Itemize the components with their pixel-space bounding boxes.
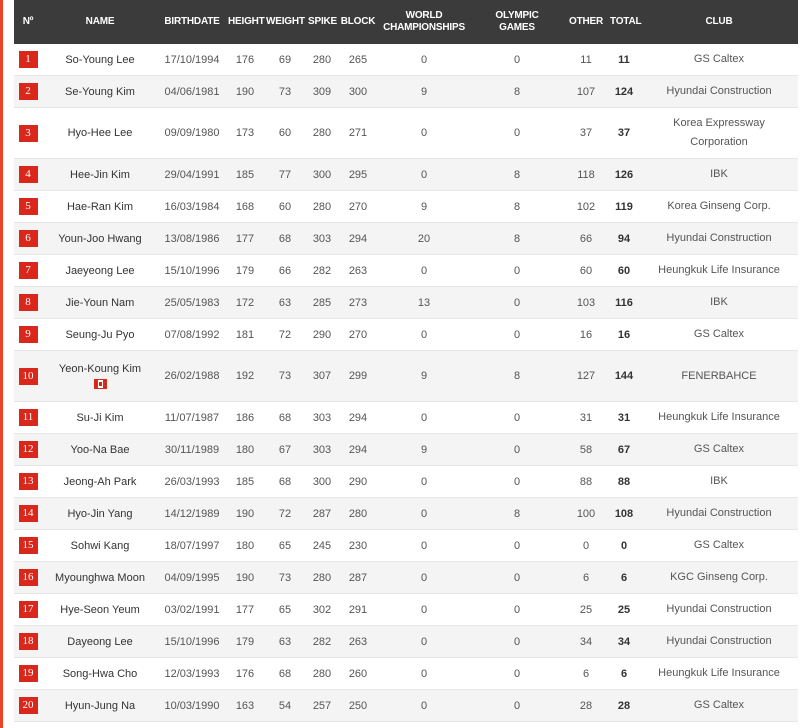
birthdate: 04/09/1995 — [164, 571, 220, 584]
weight: 68 — [278, 475, 292, 488]
world-championships: 0 — [420, 328, 428, 341]
weight: 65 — [278, 603, 292, 616]
world-championships: 0 — [420, 53, 428, 66]
club: Hyundai Construction — [666, 232, 772, 244]
olympic-games: 0 — [513, 699, 521, 712]
weight: 65 — [278, 539, 292, 552]
block: 290 — [348, 475, 368, 488]
header-world-line1: WORLD — [405, 10, 443, 21]
table-row — [14, 402, 798, 434]
spike: 280 — [312, 200, 332, 213]
birthdate: 18/07/1997 — [164, 539, 220, 552]
header-spike[interactable]: SPIKE — [306, 0, 338, 44]
player-name: Hae-Ran Kim — [66, 200, 134, 213]
table-row — [14, 223, 798, 255]
block: 263 — [348, 264, 368, 277]
weight: 69 — [278, 53, 292, 66]
birthdate: 03/02/1991 — [164, 603, 220, 616]
spike: 303 — [312, 443, 332, 456]
weight: 77 — [278, 168, 292, 181]
header-other[interactable]: OTHER — [564, 0, 608, 44]
header-no[interactable]: Nº — [14, 0, 42, 44]
table-row — [14, 498, 798, 530]
birthdate: 10/03/1990 — [164, 699, 220, 712]
birthdate: 07/08/1992 — [164, 328, 220, 341]
birthdate: 29/04/1991 — [164, 168, 220, 181]
row-number-badge: 12 — [19, 441, 38, 458]
height: 179 — [235, 635, 255, 648]
player-name: Jaeyeong Lee — [65, 264, 135, 277]
roster-table — [14, 0, 798, 722]
table-row — [14, 287, 798, 319]
height: 190 — [235, 571, 255, 584]
total: 6 — [620, 667, 628, 680]
player-name: Hye-Seon Yeum — [60, 603, 140, 616]
header-olympic-line2: GAMES — [499, 22, 535, 33]
other: 34 — [579, 635, 593, 648]
header-block[interactable]: BLOCK — [338, 0, 378, 44]
world-championships: 9 — [420, 370, 428, 382]
block: 299 — [348, 370, 368, 382]
height: 185 — [235, 475, 255, 488]
other: 11 — [580, 53, 592, 66]
spike: 280 — [312, 571, 332, 584]
player-name: Youn-Joo Hwang — [58, 232, 142, 245]
row-number-badge: 7 — [19, 262, 38, 279]
block: 287 — [348, 571, 368, 584]
header-club[interactable]: CLUB — [640, 0, 798, 44]
table-row — [14, 626, 798, 658]
player-name: Se-Young Kim — [65, 85, 135, 98]
table-row — [14, 255, 798, 287]
birthdate: 25/05/1983 — [164, 296, 220, 309]
olympic-games: 0 — [513, 264, 521, 277]
row-number-badge: 17 — [19, 601, 38, 618]
row-number-badge: 16 — [19, 569, 38, 586]
height: 168 — [235, 200, 255, 213]
block: 291 — [348, 603, 368, 616]
other: 127 — [576, 370, 596, 382]
row-number-badge: 2 — [19, 83, 38, 100]
weight: 72 — [278, 328, 292, 341]
row-number-badge: 5 — [19, 198, 38, 215]
player-name: Song-Hwa Cho — [62, 667, 138, 680]
weight: 67 — [278, 443, 292, 456]
birthdate: 04/06/1981 — [164, 85, 220, 98]
olympic-games: 8 — [513, 370, 521, 382]
other: 0 — [582, 539, 590, 552]
height: 180 — [235, 539, 255, 552]
table-row — [14, 76, 798, 108]
height: 176 — [235, 53, 255, 66]
player-name: Jeong-Ah Park — [63, 475, 137, 488]
total: 108 — [614, 507, 634, 520]
other: 31 — [579, 411, 593, 424]
total: 124 — [614, 85, 634, 98]
weight: 68 — [278, 232, 292, 245]
world-championships: 9 — [420, 200, 428, 213]
table-row — [14, 191, 798, 223]
player-name: Jie-Youn Nam — [65, 296, 135, 309]
spike: 290 — [312, 328, 332, 341]
spike: 282 — [312, 264, 332, 277]
block: 260 — [348, 667, 368, 680]
other: 100 — [576, 507, 596, 520]
world-championships: 0 — [420, 699, 428, 712]
block: 294 — [348, 411, 368, 424]
table-row — [14, 108, 798, 159]
world-championships: 0 — [420, 571, 428, 584]
height: 190 — [235, 85, 255, 98]
row-number-badge: 4 — [19, 166, 38, 183]
spike: 280 — [312, 127, 332, 139]
total: 88 — [617, 475, 631, 488]
block: 230 — [348, 539, 368, 552]
table-row — [14, 690, 798, 722]
total: 34 — [617, 635, 631, 648]
weight: 73 — [278, 370, 292, 382]
weight: 60 — [278, 200, 292, 213]
world-championships: 0 — [420, 635, 428, 648]
spike: 287 — [312, 507, 332, 520]
height: 181 — [235, 328, 255, 341]
table-row — [14, 434, 798, 466]
total: 31 — [617, 411, 631, 424]
row-number-badge: 19 — [19, 665, 38, 682]
other: 6 — [582, 667, 590, 680]
weight: 68 — [278, 667, 292, 680]
club: GS Caltex — [693, 539, 745, 551]
other: 58 — [579, 443, 593, 456]
olympic-games: 0 — [513, 571, 521, 584]
table-row — [14, 319, 798, 351]
header-weight[interactable]: WEIGHT — [264, 0, 306, 44]
world-championships: 0 — [420, 264, 428, 277]
row-number-badge: 13 — [19, 473, 38, 490]
total: 16 — [617, 328, 631, 341]
height: 180 — [235, 443, 255, 456]
club: Hyundai Construction — [666, 635, 772, 647]
other: 25 — [579, 603, 593, 616]
height: 190 — [235, 507, 255, 520]
table-row — [14, 466, 798, 498]
spike: 285 — [312, 296, 332, 309]
player-name-cell — [44, 363, 156, 389]
player-name: Hyun-Jung Na — [64, 699, 136, 712]
birthdate: 17/10/1994 — [164, 53, 220, 66]
birthdate: 13/08/1986 — [164, 232, 220, 245]
player-name: Seung-Ju Pyo — [65, 328, 135, 341]
height: 192 — [235, 370, 255, 382]
block: 270 — [348, 200, 368, 213]
birthdate: 16/03/1984 — [164, 200, 220, 213]
height: 186 — [235, 411, 255, 424]
world-championships: 20 — [417, 232, 431, 245]
player-name: So-Young Lee — [65, 53, 135, 66]
height: 185 — [235, 168, 255, 181]
row-number-badge: 6 — [19, 230, 38, 247]
row-number-badge: 1 — [19, 51, 38, 68]
total: 6 — [620, 571, 628, 584]
spike: 307 — [312, 370, 332, 382]
row-number-badge: 8 — [19, 294, 38, 311]
other: 88 — [579, 475, 593, 488]
other: 28 — [579, 699, 593, 712]
spike: 280 — [312, 53, 332, 66]
world-championships: 0 — [420, 411, 428, 424]
olympic-games: 0 — [513, 635, 521, 648]
other: 66 — [579, 232, 593, 245]
club-line2: Corporation — [690, 136, 748, 148]
spike: 282 — [312, 635, 332, 648]
other: 6 — [582, 571, 590, 584]
height: 177 — [235, 232, 255, 245]
spike: 303 — [312, 232, 332, 245]
birthdate: 14/12/1989 — [164, 507, 220, 520]
block: 263 — [348, 635, 368, 648]
row-number-badge: 10 — [19, 368, 38, 385]
total: 37 — [617, 127, 631, 139]
spike: 300 — [312, 168, 332, 181]
table-row — [14, 594, 798, 626]
table-row — [14, 530, 798, 562]
olympic-games: 0 — [513, 328, 521, 341]
block: 300 — [348, 85, 368, 98]
table-row — [14, 658, 798, 690]
table-row — [14, 159, 798, 191]
header-height[interactable]: HEIGHT — [226, 0, 264, 44]
spike: 280 — [312, 667, 332, 680]
other: 103 — [576, 296, 596, 309]
club: IBK — [710, 296, 728, 308]
total: 94 — [617, 232, 631, 245]
total: 116 — [615, 296, 633, 309]
club: Hyundai Construction — [666, 85, 772, 97]
other: 60 — [579, 264, 593, 277]
height: 177 — [235, 603, 255, 616]
other: 107 — [576, 85, 596, 98]
table-row — [14, 351, 798, 402]
weight: 68 — [278, 411, 292, 424]
weight: 63 — [278, 296, 292, 309]
olympic-games: 8 — [513, 200, 521, 213]
table-row — [14, 44, 798, 76]
olympic-games: 0 — [513, 127, 521, 139]
block: 294 — [348, 232, 368, 245]
block: 265 — [348, 53, 368, 66]
birthdate: 09/09/1980 — [164, 127, 220, 139]
birthdate: 15/10/1996 — [164, 635, 220, 648]
club: Korea Ginseng Corp. — [667, 200, 771, 212]
total: 67 — [617, 443, 631, 456]
world-championships: 0 — [420, 603, 428, 616]
spike: 245 — [312, 539, 332, 552]
total: 0 — [620, 539, 628, 552]
club: KGC Ginseng Corp. — [670, 571, 768, 583]
player-name: Sohwi Kang — [70, 539, 130, 552]
olympic-games: 0 — [513, 296, 521, 309]
world-championships: 9 — [420, 443, 428, 456]
club: GS Caltex — [693, 53, 745, 65]
weight: 63 — [278, 635, 292, 648]
row-number-badge: 9 — [19, 326, 38, 343]
player-name: Hyo-Hee Lee — [67, 127, 133, 139]
world-championships: 0 — [420, 168, 428, 181]
weight: 54 — [278, 699, 292, 712]
spike: 257 — [312, 699, 332, 712]
olympic-games: 0 — [513, 443, 521, 456]
olympic-games: 0 — [513, 411, 521, 424]
total: 119 — [615, 200, 633, 213]
birthdate: 26/02/1988 — [164, 370, 220, 382]
other: 102 — [576, 200, 596, 213]
world-championships: 13 — [417, 296, 431, 309]
weight: 72 — [278, 507, 292, 520]
player-name: Yeon-Koung Kim — [58, 363, 142, 375]
height: 179 — [235, 264, 255, 277]
birthdate: 11/07/1987 — [164, 411, 220, 424]
club: GS Caltex — [693, 699, 745, 711]
birthdate: 30/11/1989 — [164, 443, 220, 456]
weight: 66 — [278, 264, 292, 277]
spike: 302 — [312, 603, 332, 616]
block: 273 — [348, 296, 368, 309]
total: 60 — [617, 264, 631, 277]
height: 172 — [235, 296, 255, 309]
header-olympic-line1: OLYMPIC — [495, 10, 539, 21]
total: 28 — [617, 699, 631, 712]
row-number-badge: 11 — [19, 409, 38, 426]
club — [640, 108, 798, 159]
club: Heungkuk Life Insurance — [658, 264, 780, 276]
club: Heungkuk Life Insurance — [658, 667, 780, 679]
player-name: Hyo-Jin Yang — [67, 507, 133, 520]
olympic-games: 8 — [513, 85, 521, 98]
birthdate: 12/03/1993 — [164, 667, 220, 680]
player-name: Yoo-Na Bae — [70, 443, 130, 456]
club: Hyundai Construction — [666, 603, 772, 615]
block: 271 — [348, 127, 368, 139]
other: 16 — [579, 328, 593, 341]
block: 295 — [348, 168, 368, 181]
olympic-games: 8 — [513, 232, 521, 245]
world-championships: 0 — [420, 127, 428, 139]
club: Heungkuk Life Insurance — [658, 411, 780, 423]
weight: 73 — [278, 85, 292, 98]
total: 144 — [614, 370, 634, 382]
canada-flag-icon — [94, 379, 107, 389]
birthdate: 26/03/1993 — [164, 475, 220, 488]
player-name: Su-Ji Kim — [76, 411, 124, 424]
world-championships: 0 — [420, 539, 428, 552]
header-birthdate[interactable]: BIRTHDATE — [158, 0, 226, 44]
left-accent-stripe — [0, 0, 3, 728]
club: GS Caltex — [693, 328, 745, 340]
total: 25 — [617, 603, 631, 616]
club: GS Caltex — [693, 443, 745, 455]
row-number-badge: 15 — [19, 537, 38, 554]
olympic-games: 0 — [513, 603, 521, 616]
club: IBK — [710, 475, 728, 487]
other: 118 — [577, 168, 595, 181]
height: 173 — [235, 127, 255, 139]
world-championships: 0 — [420, 667, 428, 680]
olympic-games: 0 — [513, 667, 521, 680]
total: 126 — [614, 168, 634, 181]
row-number-badge: 3 — [19, 125, 38, 142]
block: 250 — [348, 699, 368, 712]
table-header — [14, 0, 798, 44]
other: 37 — [579, 127, 593, 139]
world-championships: 0 — [420, 507, 428, 520]
height: 176 — [235, 667, 255, 680]
olympic-games: 8 — [513, 507, 521, 520]
table-row — [14, 562, 798, 594]
world-championships: 0 — [420, 475, 428, 488]
table-body — [14, 44, 798, 722]
player-name: Myounghwa Moon — [55, 571, 145, 584]
block: 270 — [348, 328, 368, 341]
club: Hyundai Construction — [666, 507, 772, 519]
weight: 60 — [278, 127, 292, 139]
height: 163 — [235, 699, 255, 712]
header-world-championships[interactable] — [378, 0, 470, 44]
birthdate: 15/10/1996 — [164, 264, 220, 277]
row-number-badge: 14 — [19, 505, 38, 522]
olympic-games: 0 — [513, 539, 521, 552]
header-olympic-games[interactable] — [470, 0, 564, 44]
club-line1: Korea Expressway — [673, 117, 765, 129]
olympic-games: 0 — [513, 475, 521, 488]
row-number-badge: 18 — [19, 633, 38, 650]
club: FENERBAHCE — [681, 369, 757, 382]
world-championships: 9 — [420, 85, 428, 98]
header-total[interactable]: TOTAL — [608, 0, 640, 44]
spike: 309 — [312, 85, 332, 98]
header-world-line2: CHAMPIONSHIPS — [383, 22, 465, 33]
row-number-badge: 20 — [19, 697, 38, 714]
olympic-games: 0 — [513, 53, 521, 66]
player-name: Hee-Jin Kim — [70, 168, 130, 181]
spike: 300 — [312, 475, 332, 488]
spike: 303 — [312, 411, 332, 424]
weight: 73 — [278, 571, 292, 584]
block: 280 — [348, 507, 368, 520]
player-name: Dayeong Lee — [67, 635, 133, 648]
club: IBK — [710, 168, 728, 180]
total: 11 — [618, 53, 630, 66]
header-name[interactable]: NAME — [42, 0, 158, 44]
olympic-games: 8 — [513, 168, 521, 181]
block: 294 — [348, 443, 368, 456]
